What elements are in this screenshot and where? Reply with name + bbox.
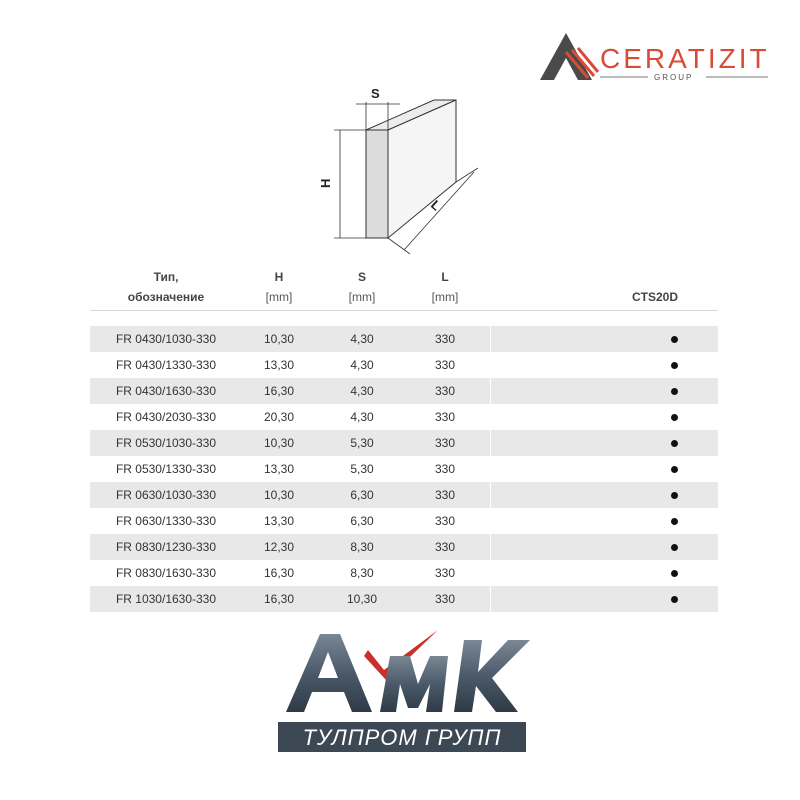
cell-h: 16,30: [242, 560, 316, 586]
cell-h: 10,30: [242, 430, 316, 456]
dim-label-s: S: [371, 86, 380, 101]
cell-l: 330: [408, 508, 482, 534]
cell-type: FR 0830/1230-330: [90, 534, 242, 560]
header-s-unit: [mm]: [348, 290, 376, 304]
cell-separator: [482, 352, 490, 378]
header-l: [408, 264, 482, 311]
cell-h: 10,30: [242, 482, 316, 508]
cell-type: FR 1030/1630-330: [90, 586, 242, 612]
table-body: [90, 311, 718, 613]
header-s-label: S: [357, 270, 366, 284]
logo-letter-m: [380, 656, 448, 712]
table-row: [90, 430, 718, 456]
cell-type: FR 0430/1330-330: [90, 352, 242, 378]
table-row: [90, 378, 718, 404]
cell-separator: [482, 482, 490, 508]
availability-dot-icon: [671, 440, 678, 447]
blank-front-face: [366, 130, 388, 238]
cell-s: 8,30: [316, 560, 408, 586]
cell-h: 16,30: [242, 378, 316, 404]
header-type: [90, 264, 242, 311]
cell-type: FR 0830/1630-330: [90, 560, 242, 586]
availability-dot-icon: [671, 518, 678, 525]
table-row: [90, 456, 718, 482]
dim-label-l: L: [427, 197, 444, 214]
table-row: [90, 560, 718, 586]
header-separator: [482, 264, 490, 311]
cell-h: 13,30: [242, 508, 316, 534]
cell-separator: [482, 378, 490, 404]
availability-dot-icon: [671, 544, 678, 551]
logo-group: GROUP: [654, 73, 694, 82]
cell-h: 12,30: [242, 534, 316, 560]
cell-l: 330: [408, 352, 482, 378]
availability-dot-icon: [671, 388, 678, 395]
availability-dot-icon: [671, 596, 678, 603]
header-grade: CTS20D: [490, 264, 718, 311]
header-h-unit: [mm]: [265, 290, 293, 304]
availability-dot-icon: [671, 336, 678, 343]
availability-dot-icon: [671, 414, 678, 421]
cell-h: 20,30: [242, 404, 316, 430]
cell-type: FR 0430/2030-330: [90, 404, 242, 430]
header-s: [316, 264, 408, 311]
header-type-line2: обозначение: [127, 290, 205, 304]
table-row: [90, 534, 718, 560]
cell-separator: [482, 456, 490, 482]
logo-wordmark: CERATIZIT: [600, 43, 770, 74]
cell-s: 4,30: [316, 378, 408, 404]
cell-s: 4,30: [316, 352, 408, 378]
cell-l: 330: [408, 534, 482, 560]
availability-dot-icon: [671, 466, 678, 473]
cell-l: 330: [408, 586, 482, 612]
cell-separator: [482, 534, 490, 560]
header-l-unit: [mm]: [431, 290, 459, 304]
cell-l: 330: [408, 482, 482, 508]
availability-dot-icon: [671, 362, 678, 369]
cell-s: 4,30: [316, 404, 408, 430]
cell-h: 13,30: [242, 352, 316, 378]
cell-grade: [490, 404, 718, 430]
cell-type: FR 0530/1030-330: [90, 430, 242, 456]
cell-type: FR 0430/1630-330: [90, 378, 242, 404]
cell-separator: [482, 508, 490, 534]
cell-h: 16,30: [242, 586, 316, 612]
table-row: [90, 404, 718, 430]
cell-type: FR 0430/1030-330: [90, 326, 242, 352]
cell-s: 5,30: [316, 430, 408, 456]
cell-s: 6,30: [316, 482, 408, 508]
cell-type: FR 0630/1330-330: [90, 508, 242, 534]
cell-separator: [482, 326, 490, 352]
table-row: [90, 326, 718, 352]
cell-separator: [482, 560, 490, 586]
cell-grade: [490, 378, 718, 404]
cell-grade: [490, 326, 718, 352]
cell-l: 330: [408, 456, 482, 482]
header-type-line1: Тип,: [153, 270, 179, 284]
cell-l: 330: [408, 326, 482, 352]
cell-h: 10,30: [242, 326, 316, 352]
cell-grade: [490, 456, 718, 482]
cell-grade: [490, 352, 718, 378]
cell-s: 10,30: [316, 586, 408, 612]
cell-separator: [482, 404, 490, 430]
amk-tulprom-logo: [268, 622, 536, 762]
cell-type: FR 0530/1330-330: [90, 456, 242, 482]
table-row: [90, 508, 718, 534]
cell-type: FR 0630/1030-330: [90, 482, 242, 508]
table-row: [90, 352, 718, 378]
availability-dot-icon: [671, 570, 678, 577]
cell-s: 5,30: [316, 456, 408, 482]
cell-h: 13,30: [242, 456, 316, 482]
header-l-label: L: [441, 270, 449, 284]
cell-l: 330: [408, 430, 482, 456]
cell-separator: [482, 586, 490, 612]
logo-letter-k: [454, 640, 530, 712]
dim-label-h: H: [318, 178, 333, 188]
logo-company-name: ТУЛПРОМ ГРУПП: [302, 725, 502, 750]
spec-table: [90, 264, 718, 612]
cell-l: 330: [408, 404, 482, 430]
cell-grade: [490, 430, 718, 456]
cell-separator: [482, 430, 490, 456]
header-h: [242, 264, 316, 311]
cell-s: 4,30: [316, 326, 408, 352]
table-row: [90, 586, 718, 612]
cell-grade: [490, 560, 718, 586]
availability-dot-icon: [671, 492, 678, 499]
cell-grade: [490, 482, 718, 508]
ceratizit-logo: [536, 30, 771, 86]
cell-s: 6,30: [316, 508, 408, 534]
cell-l: 330: [408, 560, 482, 586]
blank-dimension-diagram: [318, 84, 494, 260]
cell-grade: [490, 508, 718, 534]
header-h-label: H: [274, 270, 284, 284]
cell-grade: [490, 534, 718, 560]
table-header-row: [90, 264, 718, 311]
cell-l: 330: [408, 378, 482, 404]
cell-s: 8,30: [316, 534, 408, 560]
cell-grade: [490, 586, 718, 612]
table-row: [90, 482, 718, 508]
